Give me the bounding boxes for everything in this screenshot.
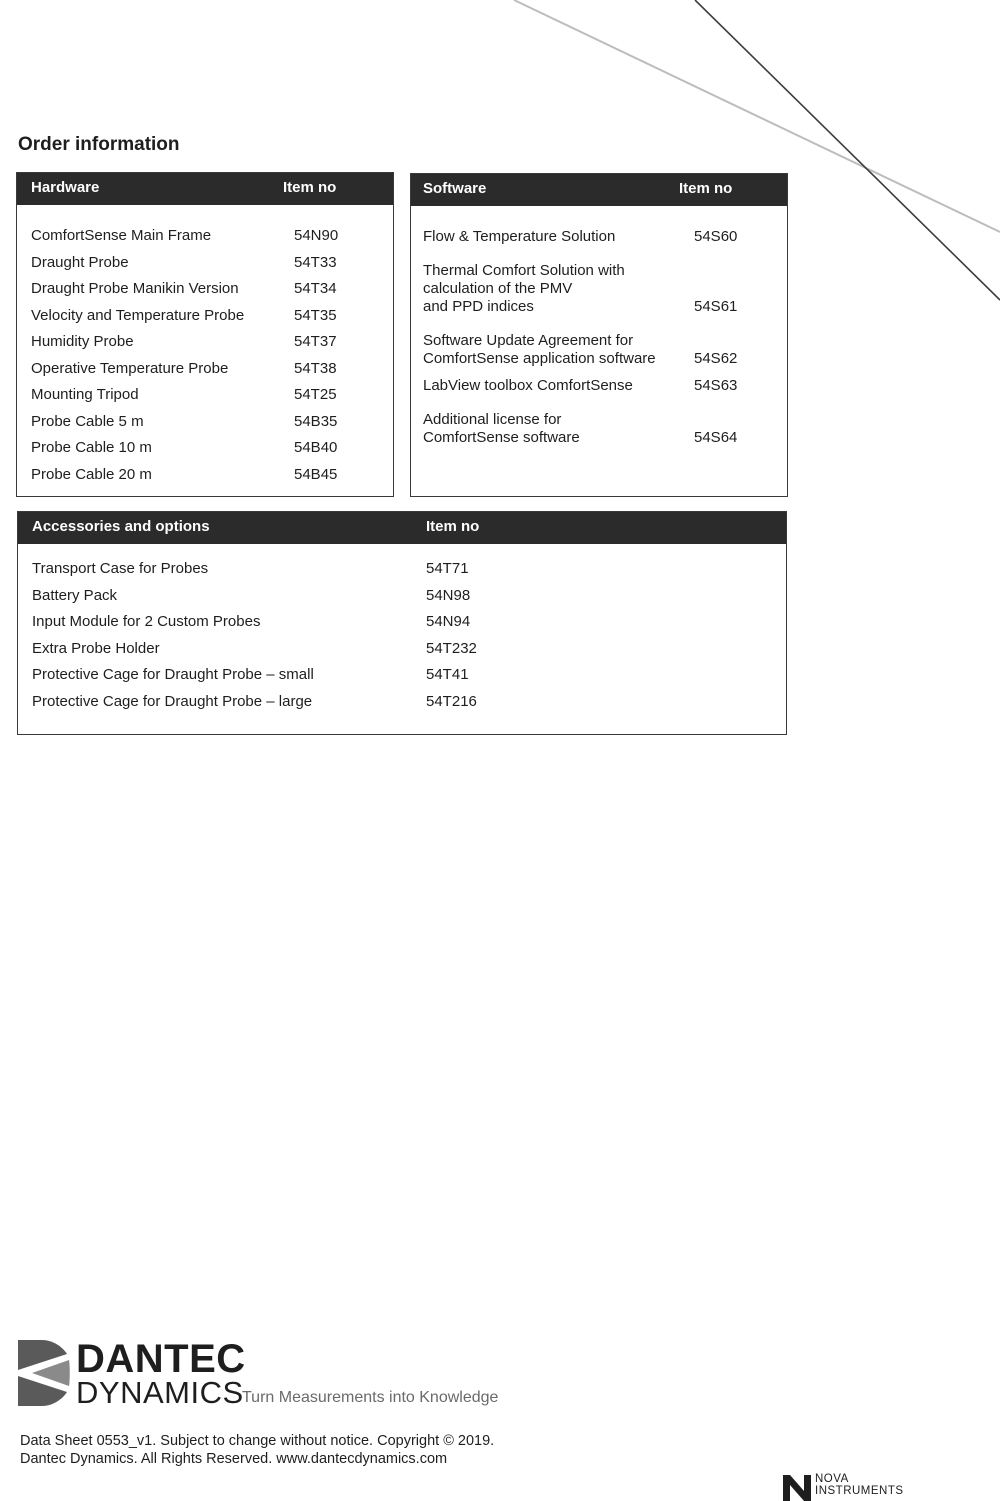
accessories-code: 54T71 xyxy=(426,560,469,577)
hardware-code: 54T38 xyxy=(294,359,337,377)
accessories-code: 54T41 xyxy=(426,666,469,683)
software-code: 54S61 xyxy=(694,298,738,315)
hardware-desc: Operative Temperature Probe xyxy=(31,359,229,377)
nova-n-icon xyxy=(783,1475,811,1501)
hardware-desc: Draught Probe xyxy=(31,253,129,271)
hardware-desc: Probe Cable 10 m xyxy=(31,439,152,456)
table-row xyxy=(17,280,393,307)
software-header-name: Software xyxy=(423,180,487,197)
table-row xyxy=(17,439,393,466)
brand-tagline: Turn Measurements into Knowledge xyxy=(242,1389,499,1406)
accessories-desc: Battery Pack xyxy=(32,586,118,604)
partner-line-1: NOVA xyxy=(815,1473,849,1485)
software-desc: Additional license for ComfortSense software xyxy=(423,411,580,446)
table-row xyxy=(18,560,786,587)
table-row xyxy=(17,360,393,387)
accessories-header xyxy=(18,512,786,544)
software-desc: Flow & Temperature Solution xyxy=(423,228,616,245)
software-desc: LabView toolbox ComfortSense xyxy=(423,377,633,394)
accessories-desc: Input Module for 2 Custom Probes xyxy=(32,613,261,630)
table-row xyxy=(411,411,787,449)
table-row xyxy=(18,587,786,614)
accessories-header-name: Accessories and options xyxy=(32,518,210,535)
table-row xyxy=(18,640,786,667)
table-row xyxy=(17,227,393,254)
hardware-desc: ComfortSense Main Frame xyxy=(31,227,212,244)
dantec-logo-icon xyxy=(18,1340,70,1406)
footer-line-1: Data Sheet 0553_v1. Subject to change without notice. Copyright © 2019. xyxy=(20,1433,495,1449)
table-row xyxy=(18,693,786,720)
table-row xyxy=(411,228,787,248)
hardware-code: 54B45 xyxy=(294,465,338,483)
accessories-header-item: Item no xyxy=(426,518,480,535)
table-row xyxy=(17,466,393,493)
accessories-desc: Protective Cage for Draught Probe – small xyxy=(32,666,314,683)
table-row xyxy=(17,254,393,281)
software-code: 54S64 xyxy=(694,429,738,446)
accessories-desc: Transport Case for Probes xyxy=(32,560,209,577)
hardware-desc: Probe Cable 20 m xyxy=(31,465,152,483)
accessories-desc: Extra Probe Holder xyxy=(32,639,160,657)
table-row xyxy=(17,386,393,413)
table-row xyxy=(18,666,786,693)
software-code: 54S60 xyxy=(694,228,738,245)
accessories-table xyxy=(17,511,787,735)
accessories-code: 54N94 xyxy=(426,613,471,630)
accessories-desc: Protective Cage for Draught Probe – large xyxy=(32,692,313,710)
hardware-code: 54T33 xyxy=(294,253,337,271)
accessories-code: 54T216 xyxy=(426,692,477,710)
partner-logo-text xyxy=(815,1473,904,1497)
table-row xyxy=(17,307,393,334)
table-row xyxy=(411,377,787,397)
brand-subname: DYNAMICS xyxy=(76,1375,244,1410)
footer-line-2: Dantec Dynamics. All Rights Reserved. www.dantecdynamics.com xyxy=(20,1451,448,1467)
software-header-item: Item no xyxy=(679,180,733,197)
table-row xyxy=(18,613,786,640)
accessories-code: 54T232 xyxy=(426,639,477,657)
software-header xyxy=(411,174,787,206)
hardware-header-name: Hardware xyxy=(31,179,100,196)
software-table xyxy=(410,173,788,497)
table-row xyxy=(411,262,787,318)
hardware-desc: Probe Cable 5 m xyxy=(31,412,144,430)
brand-name: DANTEC xyxy=(76,1337,246,1381)
software-desc: Software Update Agreement for ComfortSense application software xyxy=(423,332,656,367)
hardware-code: 54T34 xyxy=(294,280,337,297)
accessories-code: 54N98 xyxy=(426,586,471,604)
hardware-desc: Mounting Tripod xyxy=(31,386,139,403)
section-title: Order information xyxy=(18,134,180,155)
hardware-code: 54N90 xyxy=(294,227,339,244)
hardware-desc: Humidity Probe xyxy=(31,333,134,350)
hardware-code: 54T25 xyxy=(294,386,337,403)
software-code: 54S63 xyxy=(694,377,738,394)
hardware-desc: Velocity and Temperature Probe xyxy=(31,306,245,324)
hardware-header xyxy=(17,173,393,205)
software-desc: Thermal Comfort Solution with calculation of the PMV and PPD indices xyxy=(423,262,625,315)
footer xyxy=(20,1432,494,1468)
hardware-code: 54B35 xyxy=(294,412,338,430)
table-row xyxy=(411,332,787,370)
table-row xyxy=(17,333,393,360)
hardware-code: 54T37 xyxy=(294,333,337,350)
hardware-table xyxy=(16,172,394,497)
hardware-desc: Draught Probe Manikin Version xyxy=(31,280,239,297)
partner-line-2: INSTRUMENTS xyxy=(815,1485,904,1497)
software-code: 54S62 xyxy=(694,350,738,367)
hardware-code: 54T35 xyxy=(294,306,337,324)
hardware-header-item: Item no xyxy=(283,179,337,196)
table-row xyxy=(17,413,393,440)
hardware-code: 54B40 xyxy=(294,439,338,456)
